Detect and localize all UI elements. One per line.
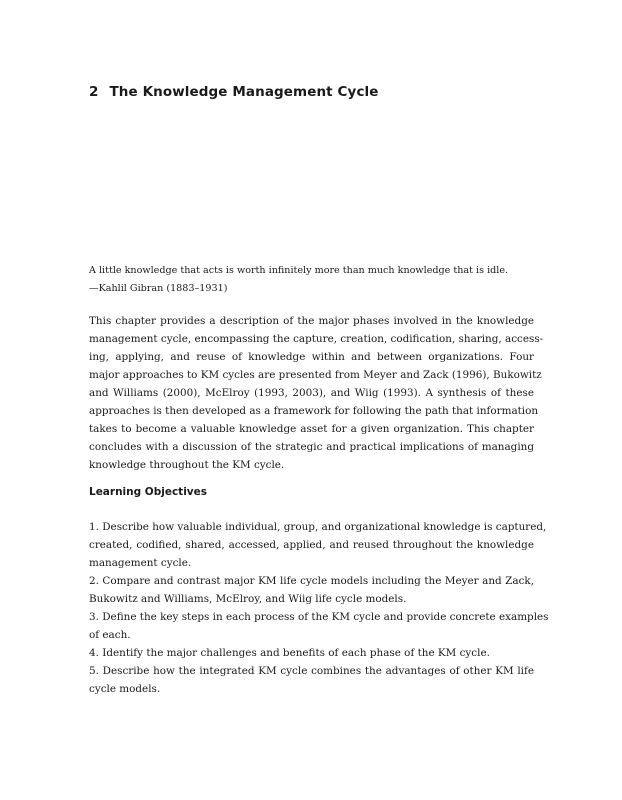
learning-objectives-heading: Learning Objectives	[89, 486, 208, 498]
objective-line: cycle models.	[89, 683, 161, 695]
objective-line: created, codified, shared, accessed, applied, and reused throughout the knowledge	[89, 539, 534, 551]
paragraph-line: major approaches to KM cycles are presented from Meyer and Zack (1996), Bukowitz	[89, 369, 542, 381]
paragraph-line: approaches is then developed as a framework for following the path that information	[89, 405, 539, 417]
objective-line: 2. Compare and contrast major KM life cycle models including the Meyer and Zack,	[89, 575, 534, 587]
objective-line: of each.	[89, 629, 131, 641]
paragraph-line: ing, applying, and reuse of knowledge within and between organizations. Four	[89, 351, 534, 363]
objective-item	[89, 662, 534, 698]
epigraph	[89, 262, 549, 298]
objective-line: 5. Describe how the integrated KM cycle combines the advantages of other KM life	[89, 665, 534, 677]
objective-line: management cycle.	[89, 557, 192, 569]
chapter-title: The Knowledge Management Cycle	[109, 84, 379, 100]
objective-item	[89, 572, 534, 608]
chapter-heading	[89, 84, 379, 100]
objective-line: Bukowitz and Williams, McElroy, and Wiig life cycle models.	[89, 593, 407, 605]
epigraph-attribution: —Kahlil Gibran (1883–1931)	[89, 283, 228, 294]
objective-item	[89, 608, 549, 644]
intro-paragraph	[89, 312, 544, 474]
paragraph-line: This chapter provides a description of the major phases involved in the knowledge	[89, 315, 534, 327]
paragraph-line: and Williams (2000), McElroy (1993, 2003), and Wiig (1993). A synthesis of these	[89, 387, 534, 399]
epigraph-quote: A little knowledge that acts is worth infinitely more than much knowledge that is idle.	[89, 265, 509, 276]
objective-item	[89, 644, 534, 662]
chapter-number: 2	[89, 84, 99, 100]
paragraph-line: knowledge throughout the KM cycle.	[89, 459, 285, 471]
objective-line: 3. Define the key steps in each process of the KM cycle and provide concrete examples	[89, 611, 549, 623]
learning-objectives-list	[89, 518, 549, 698]
objective-line: 1. Describe how valuable individual, group, and organizational knowledge is captured,	[89, 521, 547, 533]
paragraph-line: concludes with a discussion of the strategic and practical implications of managing	[89, 441, 534, 453]
paragraph-line: management cycle, encompassing the capture, creation, codification, sharing, access-	[89, 333, 544, 345]
paragraph-line: takes to become a valuable knowledge asset for a given organization. This chapter	[89, 423, 534, 435]
objective-line: 4. Identify the major challenges and benefits of each phase of the KM cycle.	[89, 647, 490, 659]
objective-item	[89, 518, 547, 572]
